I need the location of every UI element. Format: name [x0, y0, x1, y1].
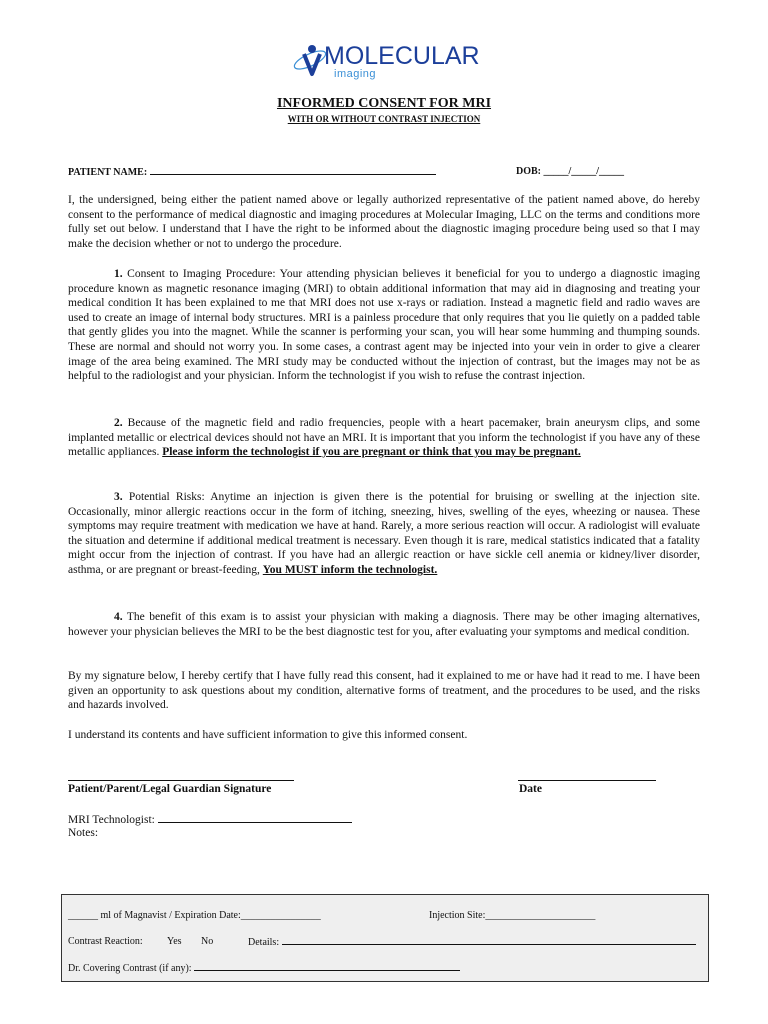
section-1-number: 1.: [114, 268, 123, 280]
patient-signature-label: Patient/Parent/Legal Guardian Signature: [68, 783, 272, 795]
intro-paragraph: I, the undersigned, being either the patient named above or legally authorized representative of the patient named above, do hereby consent to the performance of medical diagnostic and imaging procedures at Molecular Imaging, LLC on the terms and conditions more fully set out below. I understand that I have the right to be informed about the diagnostic imaging procedure being used so that I may make the decision whether or not to undergo the procedure.: [68, 194, 700, 250]
contrast-record-box: [61, 894, 709, 982]
dr-covering-label: Dr. Covering Contrast (if any):: [68, 963, 192, 974]
dob-field[interactable]: DOB: _____/_____/_____: [516, 166, 625, 177]
contrast-reaction-label: Contrast Reaction:: [68, 936, 143, 947]
section-4-paragraph: [68, 610, 700, 639]
molecular-imaging-logo: [290, 40, 490, 84]
reaction-yes-option[interactable]: Yes: [167, 936, 182, 947]
section-1-paragraph: [68, 267, 700, 384]
patient-name-field[interactable]: PATIENT NAME:: [68, 166, 436, 178]
document-subtitle: WITH OR WITHOUT CONTRAST INJECTION: [287, 114, 481, 124]
patient-name-line[interactable]: [150, 166, 436, 175]
technologist-label: MRI Technologist:: [68, 814, 155, 826]
document-title: INFORMED CONSENT FOR MRI: [276, 96, 492, 111]
patient-name-label: PATIENT NAME: [68, 167, 144, 178]
details-field[interactable]: [248, 936, 696, 948]
section-3-number: 3.: [114, 491, 123, 503]
section-2-emphasis: Please inform the technologist if you are pregnant or think that you may be pregnant.: [162, 446, 581, 459]
section-4-text: The benefit of this exam is to assist your physician with making a diagnosis. There may be other imaging alternatives, however your physician believes the MRI to be the best diagnostic test for you, after evaluating your symptoms and medical condition.: [68, 611, 700, 638]
section-3-paragraph: [68, 490, 700, 578]
dr-covering-line[interactable]: [194, 962, 460, 971]
details-line[interactable]: [282, 936, 696, 945]
technologist-line[interactable]: [158, 813, 352, 823]
section-2-text: Because of the magnetic field and radio frequencies, people with a heart pacemaker, brain aneurysm clips, and some implanted metallic or electrical devices should not have an MRI. It is important that you inform the technologist if you have any of these metallic appliances.: [68, 417, 700, 459]
notes-label: Notes:: [68, 827, 99, 839]
section-3-text: Potential Risks: Anytime an injection is given there is the potential for bruising or swelling at the injection site. Occasionally, minor allergic reactions occur in the form of itching, sneezing, hives, swelling of the eyes, wheezing or nausea. These symptoms may require treatment with medication we have at hand. Rarely, a more serious reaction will occur. A radiologist will evaluate the situation and determine if additional medical treatment is necessary. Even though it is rare, medical statistics indicated that a fatality might occur from the injection of contrast. If you have had an allergic reaction or have sickle cell anemia or kidney/liver disorder, asthma, or are pregnant or breast-feeding,: [68, 491, 700, 576]
section-2-number: 2.: [114, 417, 123, 429]
section-3-emphasis: You MUST inform the technologist.: [262, 563, 438, 576]
section-2-paragraph: [68, 416, 700, 460]
section-4-number: 4.: [114, 611, 123, 623]
section-1-text: Consent to Imaging Procedure: Your attending physician believes it beneficial for you to undergo a diagnostic imaging procedure known as magnetic resonance imaging (MRI) to obtain additional information that may aid in diagnosing and treating your medical condition It has been explained to me that MRI does not use x-rays or radiation. Instead a magnetic field and radio waves are used to create an image of internal body structures. MRI is a painless procedure that only requires that you lie quietly on a padded table that gently glides you into the magnet. While the scanner is performing your scan, you will hear some humming and thumping sounds. These are normal and should not worry you. In some cases, a contrast agent may be injected into your vein in order to give a clearer image of the area being examined. The MRI study may be conducted without the injection of contrast, but the images may not be as helpful to the radiologist and your physician. Inform the technologist if you wish to refuse the contrast injection.: [68, 268, 700, 383]
magnavist-field[interactable]: ______ ml of Magnavist / Expiration Date:________________: [68, 910, 321, 921]
reaction-no-option[interactable]: No: [201, 936, 214, 947]
injection-site-field[interactable]: Injection Site:______________________: [429, 910, 596, 921]
dr-covering-field[interactable]: [68, 962, 460, 974]
certify-paragraph: By my signature below, I hereby certify that I have fully read this consent, had it explained to me or have had it read to me. I have been given an opportunity to ask questions about my condition, alternative forms of treatment, and the procedures to be used, and the risks and hazards involved.: [68, 670, 700, 712]
patient-signature-line[interactable]: [68, 780, 294, 781]
details-label: Details:: [248, 937, 280, 948]
technologist-field[interactable]: [68, 813, 352, 826]
date-label: Date: [519, 783, 542, 795]
understand-paragraph: I understand its contents and have sufficient information to give this informed consent.: [68, 729, 468, 741]
logo-word: MOLECULAR: [324, 42, 480, 70]
date-signature-line[interactable]: [518, 780, 656, 781]
logo-subword: imaging: [334, 68, 377, 80]
